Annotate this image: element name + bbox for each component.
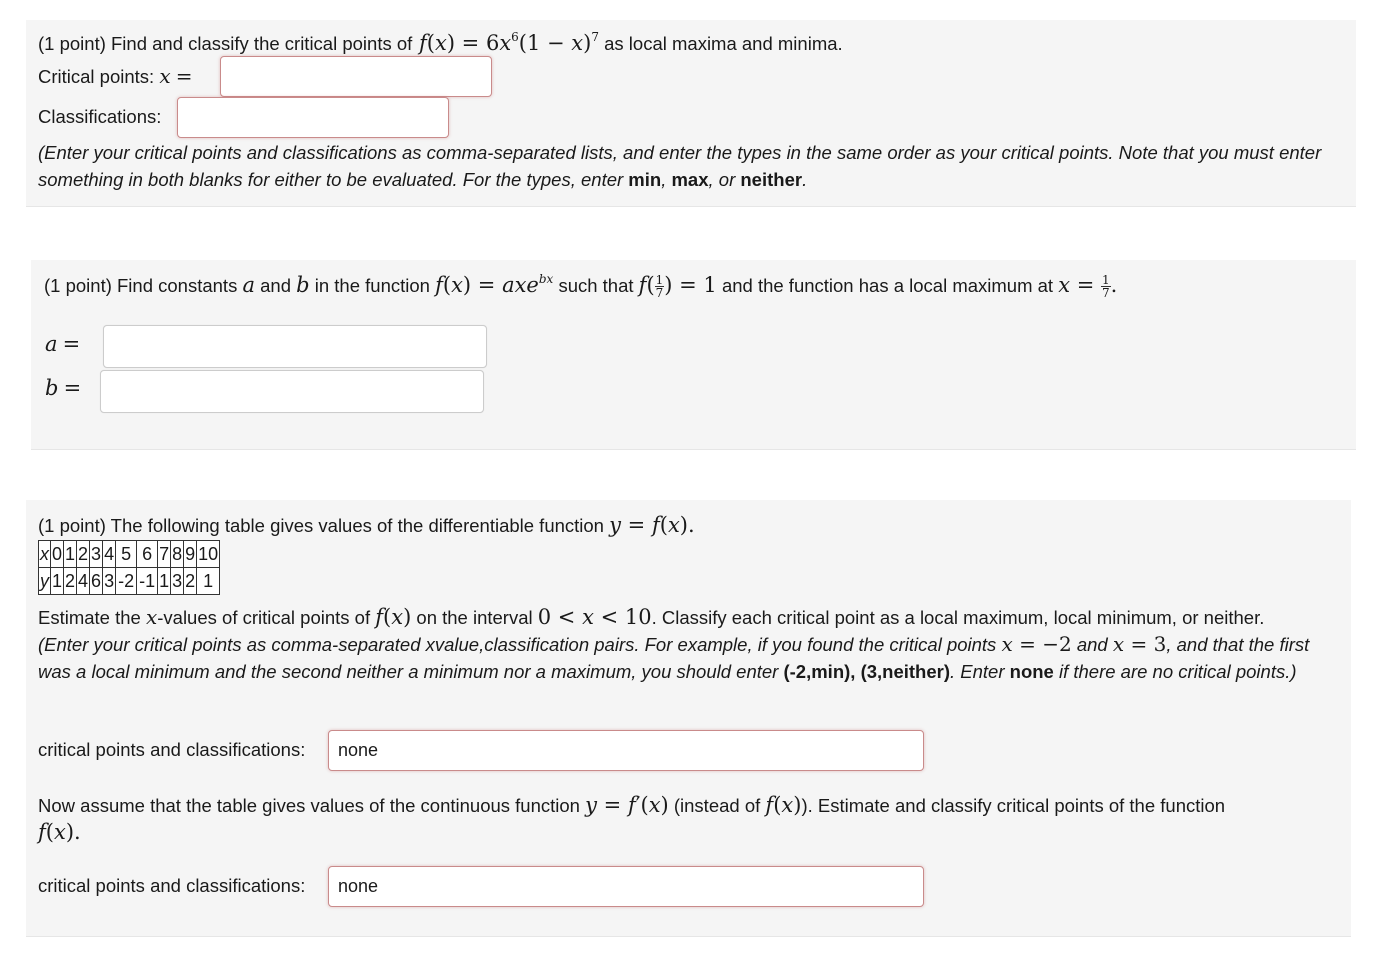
table-cell: -1 bbox=[137, 568, 158, 595]
problem-2 bbox=[31, 260, 1356, 450]
critical-points-input[interactable] bbox=[220, 56, 492, 97]
problem-3-intro: (1 point) The following table gives values of the differentiable function y = f(x). bbox=[38, 513, 695, 537]
table-cell: 6 bbox=[137, 541, 158, 568]
table-cell: 2 bbox=[64, 568, 77, 595]
problem-1-instructions: (Enter your critical points and classifications as comma-separated lists, and enter the types in the same order as your critical points. Note that you must enter something in both blanks for either to be evaluated. For the types, enter min, max, or neither. bbox=[38, 142, 1322, 190]
problem-3 bbox=[26, 500, 1351, 937]
table-header-x: x bbox=[39, 541, 51, 568]
table-cell: 5 bbox=[116, 541, 137, 568]
table-cell: 1 bbox=[51, 568, 64, 595]
table-cell: 1 bbox=[64, 541, 77, 568]
problem-1 bbox=[26, 20, 1356, 207]
table-row-y bbox=[39, 568, 220, 595]
table-header-y: y bbox=[39, 568, 51, 595]
a-input[interactable] bbox=[103, 325, 487, 368]
a-label: a = bbox=[45, 332, 81, 356]
critical-points-classifications-input-2[interactable]: none bbox=[328, 866, 924, 907]
table-cell: 3 bbox=[90, 541, 103, 568]
b-label: b = bbox=[45, 376, 82, 400]
classifications-label: Classifications: bbox=[38, 106, 162, 127]
problem-2-statement: (1 point) Find constants a and b in the function f(x) = axe$^{bx}$ such that f( $\frac{1}{7}$ ) = 1 and the function has a local maximum at x = $\frac{1}{7}$ . bbox=[44, 272, 1118, 300]
table-cell: 9 bbox=[184, 541, 197, 568]
critical-points-label: Critical points: x = bbox=[38, 64, 193, 88]
condition-formula: f( $\frac{1}{7}$ ) = 1 bbox=[638, 273, 717, 300]
max-location-formula: x = $\frac{1}{7}$ . bbox=[1058, 273, 1118, 300]
values-table bbox=[38, 540, 220, 595]
b-input[interactable] bbox=[100, 370, 484, 413]
table-cell: 1 bbox=[158, 568, 171, 595]
critical-points-classifications-input-1[interactable]: none bbox=[328, 730, 924, 771]
table-cell: 4 bbox=[77, 568, 90, 595]
table-cell: 4 bbox=[103, 541, 116, 568]
critical-points-classifications-label-1: critical points and classifications: bbox=[38, 739, 306, 760]
problem-3-question: Estimate the x-values of critical points of f(x) on the interval 0 < x < 10. Classify each critical point as a local maximum, local minimum, or neither. (Enter your critical points as comma-separated xvalue,classification pairs. For example, if you found the critical points x = −2 and x = 3, and that the first was a local minimum and the second neither a minimum nor a maximum, you should enter (-2,min), (3,neither). Enter none if there are no critical points.) bbox=[38, 605, 1310, 682]
table-row-x bbox=[39, 541, 220, 568]
critical-points-classifications-label-2: critical points and classifications: bbox=[38, 875, 306, 896]
classifications-input[interactable] bbox=[177, 97, 449, 138]
table-cell: 7 bbox=[158, 541, 171, 568]
table-cell: 10 bbox=[197, 541, 220, 568]
table-cell: 2 bbox=[77, 541, 90, 568]
table-cell: 0 bbox=[51, 541, 64, 568]
table-cell: 6 bbox=[90, 568, 103, 595]
table-cell: 3 bbox=[171, 568, 184, 595]
table-cell: 3 bbox=[103, 568, 116, 595]
table-cell: -2 bbox=[116, 568, 137, 595]
table-cell: 1 bbox=[197, 568, 220, 595]
problem-3-followup: Now assume that the table gives values of the continuous function y = f′(x) (instead of f(x)). Estimate and classify critical points of the function f(x). bbox=[38, 793, 1226, 844]
problem-1-statement: (1 point) Find and classify the critical points of $f(x) = 6x^6(1 - x)^7$ as local maxima and minima. bbox=[38, 30, 843, 55]
table-cell: 8 bbox=[171, 541, 184, 568]
function-formula: $f(x) = 6x^6(1 - x)^7$ bbox=[418, 30, 599, 55]
table-cell: 2 bbox=[184, 568, 197, 595]
function-formula-2: f(x) = axe$^{bx}$ bbox=[435, 272, 554, 297]
